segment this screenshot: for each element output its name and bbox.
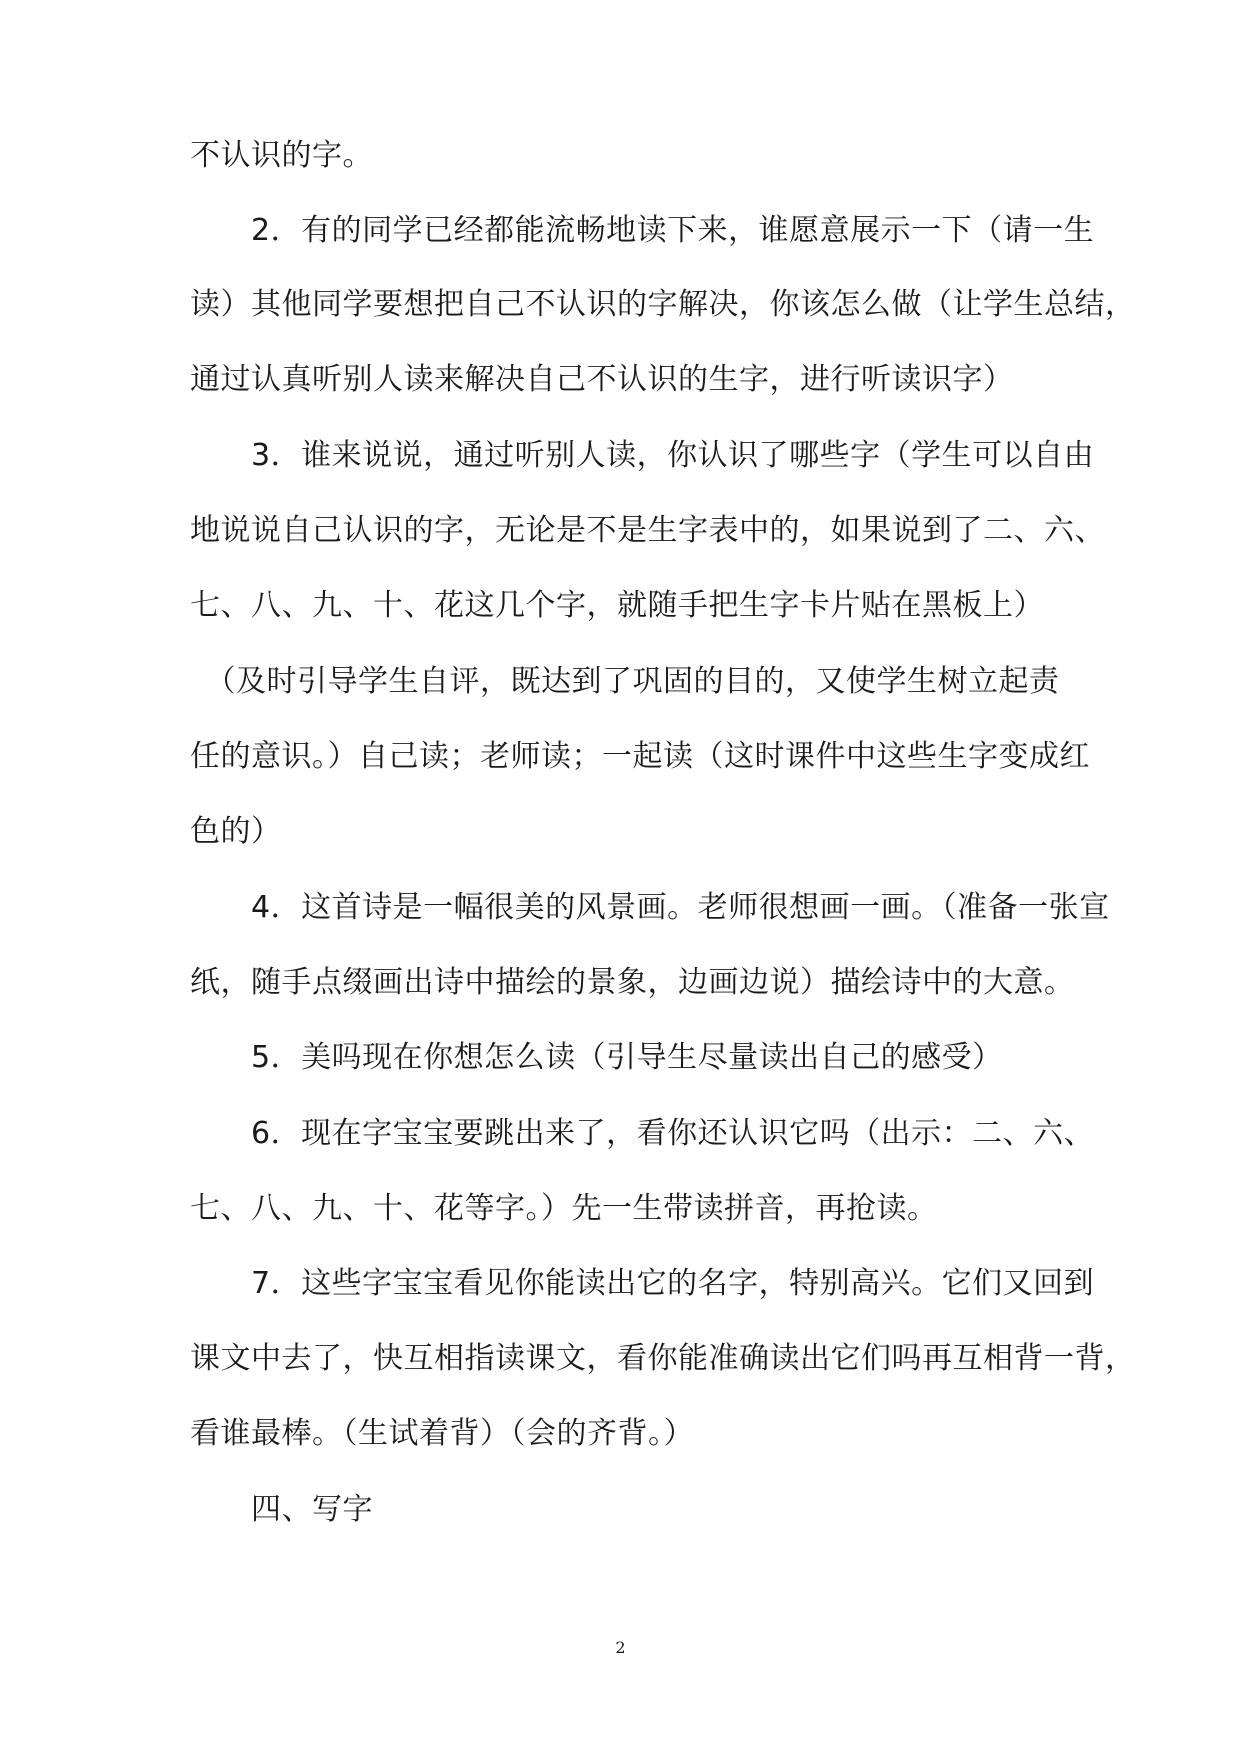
page-number: 2 bbox=[615, 1638, 626, 1657]
text-line-11: 4．这首诗是一幅很美的风景画。老师很想画一画。（准备一张宣 bbox=[190, 890, 1110, 925]
text-line-12: 纸，随手点缀画出诗中描绘的景象，边画边说）描绘诗中的大意。 bbox=[190, 965, 1075, 1000]
text-line-1: 不认识的字。 bbox=[190, 138, 373, 173]
text-line-9: 任的意识。）自己读；老师读；一起读（这时课件中这些生字变成红 bbox=[190, 739, 1090, 774]
text-line-13: 5．美吗现在你想怎么读（引导生尽量读出自己的感受） bbox=[190, 1040, 1003, 1075]
text-line-5: 3．谁来说说，通过听别人读，你认识了哪些字（学生可以自由 bbox=[190, 438, 1095, 473]
text-line-16: 7．这些字宝宝看见你能读出它的名字，特别高兴。它们又回到 bbox=[190, 1266, 1095, 1301]
text-line-6: 地说说自己认识的字，无论是不是生字表中的，如果说到了二、六、 bbox=[190, 513, 1105, 548]
text-line-17: 课文中去了，快互相指读课文，看你能准确读出它们吗再互相背一背， bbox=[190, 1341, 1136, 1376]
text-line-14: 6．现在字宝宝要跳出来了，看你还认识它吗（出示：二、六、 bbox=[190, 1116, 1095, 1151]
text-line-19: 四、写字 bbox=[190, 1492, 373, 1527]
text-line-3: 读）其他同学要想把自己不认识的字解决，你该怎么做（让学生总结， bbox=[190, 287, 1136, 322]
text-line-4: 通过认真听别人读来解决自己不认识的生字，进行听读识字） bbox=[190, 362, 1014, 397]
text-line-8: （及时引导学生自评，既达到了巩固的目的，又使学生树立起责 bbox=[190, 664, 1060, 699]
text-line-2: 2．有的同学已经都能流畅地读下来，谁愿意展示一下（请一生 bbox=[190, 213, 1095, 248]
text-line-7: 七、八、九、十、花这几个字，就随手把生字卡片贴在黑板上） bbox=[190, 588, 1044, 623]
text-line-15: 七、八、九、十、花等字。）先一生带读拼音，再抢读。 bbox=[190, 1191, 938, 1226]
text-line-18: 看谁最棒。（生试着背）（会的齐背。） bbox=[190, 1416, 694, 1451]
text-line-10: 色的） bbox=[190, 814, 282, 849]
